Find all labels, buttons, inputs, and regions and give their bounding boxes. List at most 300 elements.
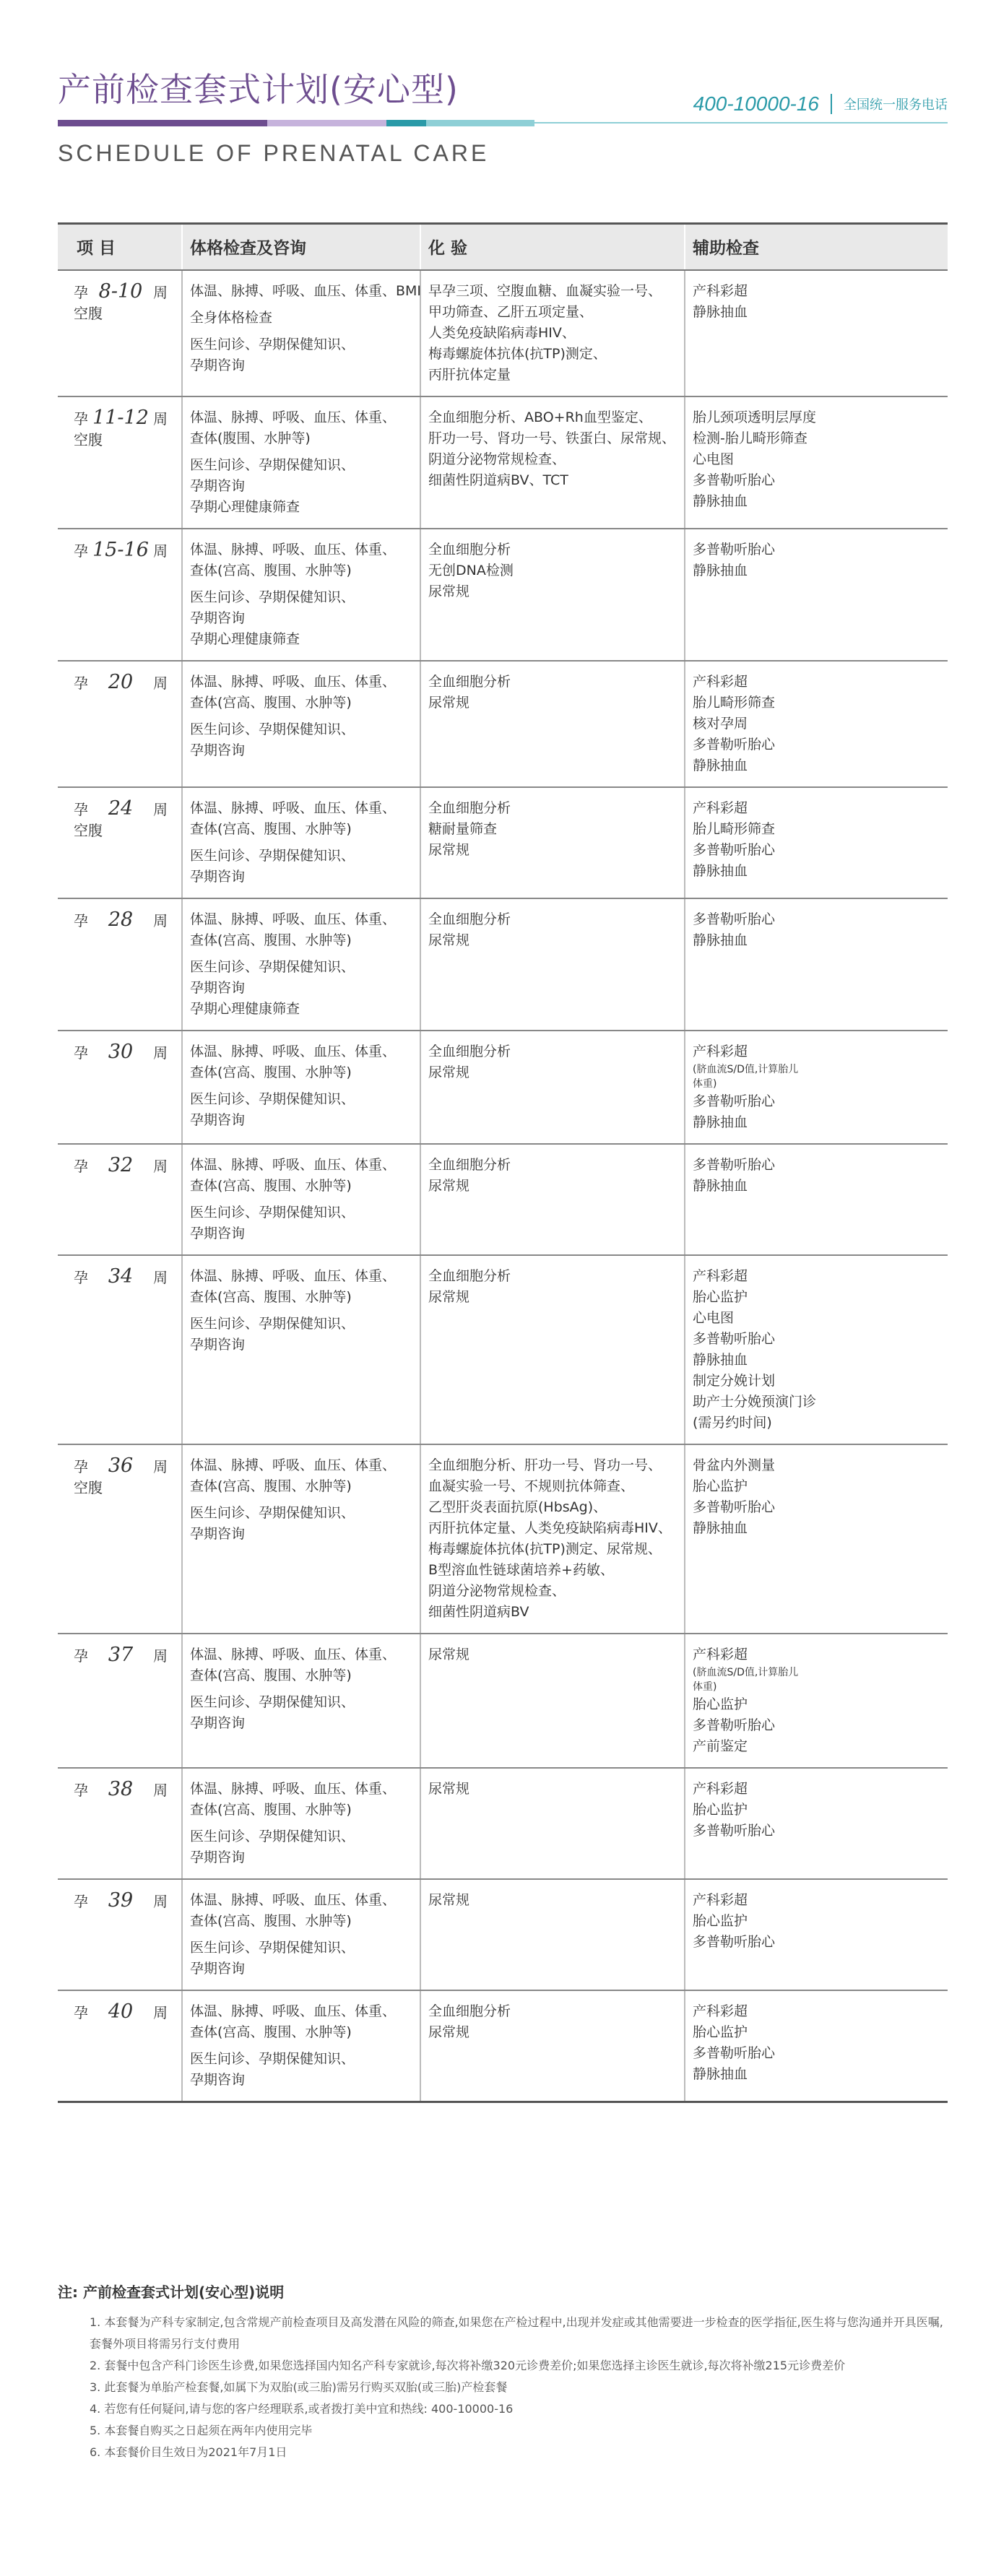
week-number: 11-12	[92, 406, 149, 429]
note-item: 2. 套餐中包含产科门诊医生诊费,如果您选择国内知名产科专家就诊,每次将补缴320元诊费差价;如果您选择主诊医生就诊,每次将补缴215元诊费差价	[90, 2359, 846, 2372]
week-cell	[58, 1144, 182, 1255]
aux-line: 制定分娩计划	[693, 1372, 776, 1389]
physical-line: 孕期咨询	[190, 1111, 246, 1128]
aux-line: 产科彩超	[693, 1780, 748, 1797]
week-label	[74, 1644, 168, 1667]
physical-line: 医生问诊、孕期保健知识、	[190, 2050, 355, 2067]
aux-cell	[685, 270, 948, 396]
week-number: 40	[108, 2000, 134, 2023]
table-row	[58, 787, 948, 898]
week-prefix: 孕	[74, 542, 88, 560]
header	[58, 51, 948, 173]
week-number: 39	[108, 1888, 134, 1912]
spacer	[190, 1686, 412, 1692]
lab-line: 尿常规	[428, 841, 470, 858]
header-lab: 化 验	[420, 224, 685, 270]
aux-note-line: (脐血流S/D值,计算胎儿	[693, 1063, 799, 1075]
lab-cell	[420, 270, 685, 396]
physical-cell	[182, 1768, 420, 1879]
lab-cell	[420, 1144, 685, 1255]
lab-line: 无创DNA检测	[428, 562, 514, 578]
schedule-table-wrap	[58, 222, 948, 2103]
aux-line: 多普勒听胎心	[693, 1717, 776, 1733]
week-suffix: 周	[153, 674, 168, 692]
spacer	[190, 329, 412, 334]
lab-line: 尿常规	[428, 1780, 470, 1797]
week-prefix: 孕	[74, 409, 88, 428]
spacer	[190, 951, 412, 957]
table-body	[58, 270, 948, 2102]
lab-line: 梅毒螺旋体抗体(抗TP)测定、	[428, 345, 607, 362]
week-label	[74, 1890, 168, 1912]
physical-line: 医生问诊、孕期保健知识、	[190, 1939, 355, 1956]
aux-cell	[685, 661, 948, 787]
week-number: 37	[108, 1643, 134, 1666]
week-suffix: 周	[153, 1044, 168, 1062]
week-label	[74, 1779, 168, 1801]
spacer	[190, 1497, 412, 1503]
week-label	[74, 1155, 168, 1177]
aux-line: 产科彩超	[693, 1043, 748, 1059]
physical-line: 体温、脉搏、呼吸、血压、体重、	[190, 1891, 397, 1908]
physical-line: 医生问诊、孕期保健知识、	[190, 1828, 355, 1844]
physical-line: 孕期咨询	[190, 1849, 246, 1865]
week-cell	[58, 661, 182, 787]
lab-line: 早孕三项、空腹血糖、血凝实验一号、	[428, 282, 662, 299]
header-item: 项 目	[58, 224, 182, 270]
aux-line: 多普勒听胎心	[693, 1330, 776, 1347]
table-row	[58, 1990, 948, 2102]
physical-cell	[182, 1444, 420, 1634]
week-suffix: 周	[153, 1157, 168, 1175]
aux-line: 产科彩超	[693, 1891, 748, 1908]
physical-line: 查体(宫高、腹围、水肿等)	[190, 1912, 352, 1929]
table-row	[58, 1031, 948, 1144]
fasting-note: 空腹	[74, 304, 103, 322]
table-row	[58, 1634, 948, 1768]
physical-line: 医生问诊、孕期保健知识、	[190, 336, 355, 352]
week-cell	[58, 1879, 182, 1990]
aux-cell	[685, 1634, 948, 1768]
physical-line: 医生问诊、孕期保健知识、	[190, 721, 355, 737]
lab-cell	[420, 1031, 685, 1144]
physical-cell	[182, 1144, 420, 1255]
physical-line: 体温、脉搏、呼吸、血压、体重、	[190, 673, 397, 690]
week-number: 28	[108, 908, 134, 931]
week-number: 30	[108, 1040, 134, 1063]
aux-line: 静脉抽血	[693, 1114, 748, 1130]
phone-number[interactable]: 400-10000-16	[693, 92, 819, 115]
lab-cell	[420, 1634, 685, 1768]
physical-cell	[182, 1031, 420, 1144]
aux-cell	[685, 1879, 948, 1990]
physical-line: 体温、脉搏、呼吸、血压、体重、	[190, 1267, 397, 1284]
physical-line: 孕期咨询	[190, 1714, 246, 1731]
lab-line: 尿常规	[428, 2024, 470, 2040]
aux-line: 心电图	[693, 451, 735, 467]
table-row	[58, 1879, 948, 1990]
aux-line: 静脉抽血	[693, 862, 748, 879]
week-prefix: 孕	[74, 911, 88, 929]
week-cell	[58, 1031, 182, 1144]
physical-line: 孕期咨询	[190, 1225, 246, 1241]
aux-cell	[685, 1031, 948, 1144]
table-row	[58, 396, 948, 529]
week-cell	[58, 1634, 182, 1768]
lab-line: 甲功筛查、乙肝五项定量、	[428, 303, 594, 320]
physical-line: 医生问诊、孕期保健知识、	[190, 456, 355, 473]
note-item: 5. 本套餐自购买之日起须在两年内使用完毕	[90, 2424, 313, 2437]
physical-line: 体温、脉搏、呼吸、血压、体重、	[190, 2003, 397, 2019]
aux-line: 多普勒听胎心	[693, 472, 776, 488]
physical-line: 体温、脉搏、呼吸、血压、体重、	[190, 1156, 397, 1173]
physical-line: 孕期咨询	[190, 1525, 246, 1542]
table-row	[58, 898, 948, 1031]
lab-line: 细菌性阴道病BV、TCT	[428, 472, 568, 488]
aux-line: 核对孕周	[693, 715, 748, 732]
week-number: 32	[108, 1153, 134, 1176]
lab-line: B型溶血性链球菌培养+药敏、	[428, 1561, 614, 1578]
aux-line: 助产士分娩预演门诊	[693, 1393, 817, 1410]
aux-line: 产科彩超	[693, 799, 748, 816]
aux-note-line: 体重)	[693, 1681, 717, 1693]
lab-line: 全血细胞分析	[428, 1267, 511, 1284]
week-cell	[58, 529, 182, 661]
physical-line: 查体(宫高、腹围、水肿等)	[190, 1801, 352, 1818]
lab-cell	[420, 661, 685, 787]
aux-line: 多普勒听胎心	[693, 1822, 776, 1839]
lab-line: 全血细胞分析	[428, 911, 511, 927]
lab-line: 尿常规	[428, 1891, 470, 1908]
note-item: 6. 本套餐价目生效日为2021年7月1日	[90, 2445, 287, 2459]
table-row	[58, 1144, 948, 1255]
physical-line: 医生问诊、孕期保健知识、	[190, 1694, 355, 1710]
lab-line: 尿常规	[428, 583, 470, 599]
week-number: 34	[108, 1265, 134, 1288]
week-suffix: 周	[153, 1781, 168, 1799]
table-row	[58, 1768, 948, 1879]
week-prefix: 孕	[74, 800, 88, 818]
week-label	[74, 798, 168, 820]
physical-line: 体温、脉搏、呼吸、血压、体重、	[190, 1780, 397, 1797]
lab-line: 细菌性阴道病BV	[428, 1603, 529, 1620]
lab-line: 乙型肝炎表面抗原(HbsAg)、	[428, 1499, 607, 1515]
week-prefix: 孕	[74, 283, 88, 301]
week-label	[74, 909, 168, 932]
aux-note-line: (脐血流S/D值,计算胎儿	[693, 1666, 799, 1678]
week-cell	[58, 1990, 182, 2102]
lab-line: 尿常规	[428, 1064, 470, 1080]
physical-line: 医生问诊、孕期保健知识、	[190, 958, 355, 975]
aux-line: 骨盆内外测量	[693, 1457, 776, 1473]
physical-line: 孕期咨询	[190, 979, 246, 996]
schedule-table	[58, 222, 948, 2103]
fasting-note: 空腹	[74, 430, 103, 448]
week-cell	[58, 270, 182, 396]
week-label	[74, 2001, 168, 2024]
aux-line: 静脉抽血	[693, 1351, 748, 1368]
phone-divider	[831, 94, 832, 114]
aux-note-line: 体重)	[693, 1077, 717, 1090]
physical-line: 体温、脉搏、呼吸、血压、体重、	[190, 541, 397, 558]
spacer	[190, 1932, 412, 1938]
accent-bar-purple	[58, 120, 267, 126]
physical-line: 查体(宫高、腹围、水肿等)	[190, 694, 352, 711]
aux-line: 静脉抽血	[693, 303, 748, 320]
lab-cell	[420, 396, 685, 529]
lab-line: 人类免疫缺陷病毒HIV、	[428, 324, 576, 341]
aux-line: 胎心监护	[693, 1912, 748, 1929]
physical-line: 体温、脉搏、呼吸、血压、体重、	[190, 911, 397, 927]
aux-line: 静脉抽血	[693, 1519, 748, 1536]
fasting-note: 空腹	[74, 1478, 103, 1496]
week-label	[74, 281, 168, 303]
physical-line: 体温、脉搏、呼吸、血压、体重、	[190, 1043, 397, 1059]
physical-line: 孕期咨询	[190, 868, 246, 885]
week-label	[74, 407, 168, 430]
aux-line: (需另约时间)	[693, 1414, 772, 1431]
lab-line: 全血细胞分析、肝功一号、肾功一号、	[428, 1457, 662, 1473]
week-suffix: 周	[153, 1457, 168, 1475]
service-phone	[693, 92, 948, 116]
aux-cell	[685, 529, 948, 661]
physical-line: 查体(宫高、腹围、水肿等)	[190, 2024, 352, 2040]
week-cell	[58, 1768, 182, 1879]
physical-line: 医生问诊、孕期保健知识、	[190, 1090, 355, 1107]
week-number: 36	[108, 1454, 134, 1477]
physical-cell	[182, 1990, 420, 2102]
week-label	[74, 1455, 168, 1478]
spacer	[190, 1197, 412, 1202]
week-prefix: 孕	[74, 674, 88, 692]
table-row	[58, 529, 948, 661]
lab-line: 全血细胞分析	[428, 2003, 511, 2019]
physical-cell	[182, 270, 420, 396]
physical-line: 查体(宫高、腹围、水肿等)	[190, 1667, 352, 1683]
aux-line: 多普勒听胎心	[693, 2044, 776, 2061]
lab-cell	[420, 898, 685, 1031]
aux-line: 胎心监护	[693, 1478, 748, 1494]
lab-line: 尿常规	[428, 932, 470, 948]
aux-cell	[685, 898, 948, 1031]
lab-line: 全血细胞分析	[428, 799, 511, 816]
week-cell	[58, 787, 182, 898]
aux-line: 产科彩超	[693, 1267, 748, 1284]
aux-line: 静脉抽血	[693, 757, 748, 773]
spacer	[190, 840, 412, 846]
lab-cell	[420, 529, 685, 661]
lab-line: 丙肝抗体定量	[428, 366, 511, 383]
lab-cell	[420, 1768, 685, 1879]
week-suffix: 周	[153, 911, 168, 929]
week-prefix: 孕	[74, 1157, 88, 1175]
lab-line: 梅毒螺旋体抗体(抗TP)测定、尿常规、	[428, 1540, 662, 1557]
physical-cell	[182, 529, 420, 661]
lab-cell	[420, 1879, 685, 1990]
lab-line: 全血细胞分析	[428, 673, 511, 690]
physical-line: 体温、脉搏、呼吸、血压、体重、	[190, 799, 397, 816]
physical-line: 查体(腹围、水肿等)	[190, 430, 311, 446]
physical-line: 孕期咨询	[190, 742, 246, 758]
aux-line: 多普勒听胎心	[693, 1933, 776, 1950]
lab-line: 肝功一号、肾功一号、铁蛋白、尿常规、	[428, 430, 676, 446]
aux-cell	[685, 787, 948, 898]
physical-line: 查体(宫高、腹围、水肿等)	[190, 1478, 352, 1494]
physical-line: 孕期咨询	[190, 1336, 246, 1353]
physical-line: 体温、脉搏、呼吸、血压、体重、BMI	[190, 282, 422, 299]
lab-cell	[420, 1990, 685, 2102]
physical-line: 孕期咨询	[190, 610, 246, 626]
week-number: 15-16	[92, 538, 149, 561]
physical-cell	[182, 1634, 420, 1768]
aux-line: 静脉抽血	[693, 932, 748, 948]
week-suffix: 周	[153, 283, 168, 301]
aux-line: 多普勒听胎心	[693, 1499, 776, 1515]
week-prefix: 孕	[74, 1457, 88, 1475]
aux-line: 心电图	[693, 1309, 735, 1326]
notes-title: 注: 产前检查套式计划(安心型)说明	[58, 2284, 285, 2301]
week-suffix: 周	[153, 1892, 168, 1910]
page-title: 产前检查套式计划(安心型)	[58, 70, 459, 109]
physical-line: 孕期咨询	[190, 357, 246, 373]
physical-line: 查体(宫高、腹围、水肿等)	[190, 562, 352, 578]
physical-line: 体温、脉搏、呼吸、血压、体重、	[190, 409, 397, 425]
physical-line: 查体(宫高、腹围、水肿等)	[190, 1288, 352, 1305]
lab-line: 血凝实验一号、不规则抗体筛查、	[428, 1478, 635, 1494]
week-label	[74, 1266, 168, 1288]
table-row	[58, 1255, 948, 1444]
week-prefix: 孕	[74, 1781, 88, 1799]
notes-list	[58, 2312, 948, 2463]
physical-line: 孕期心理健康筛查	[190, 498, 300, 515]
header-physical: 体格检查及咨询	[182, 224, 420, 270]
physical-line: 孕期心理健康筛查	[190, 1000, 300, 1017]
week-number: 38	[108, 1777, 134, 1800]
aux-line: 静脉抽血	[693, 1177, 748, 1194]
physical-line: 查体(宫高、腹围、水肿等)	[190, 1064, 352, 1080]
week-suffix: 周	[153, 1268, 168, 1286]
physical-cell	[182, 1255, 420, 1444]
lab-cell	[420, 1255, 685, 1444]
physical-cell	[182, 898, 420, 1031]
lab-line: 尿常规	[428, 1646, 470, 1662]
aux-line: 静脉抽血	[693, 2065, 748, 2082]
week-cell	[58, 1255, 182, 1444]
lab-line: 全血细胞分析	[428, 1043, 511, 1059]
spacer	[190, 1308, 412, 1314]
aux-line: 产科彩超	[693, 673, 748, 690]
aux-line: 多普勒听胎心	[693, 841, 776, 858]
week-label	[74, 672, 168, 694]
aux-line: 胎儿畸形筛查	[693, 820, 776, 837]
aux-line: 胎儿颈项透明层厚度	[693, 409, 817, 425]
physical-line: 孕期咨询	[190, 2071, 246, 2088]
spacer	[190, 714, 412, 719]
aux-cell	[685, 1144, 948, 1255]
aux-line: 多普勒听胎心	[693, 1156, 776, 1173]
spacer	[190, 581, 412, 587]
week-suffix: 周	[153, 2003, 168, 2021]
aux-cell	[685, 1768, 948, 1879]
week-label	[74, 539, 168, 562]
lab-line: 丙肝抗体定量、人类免疫缺陷病毒HIV、	[428, 1519, 672, 1536]
lab-line: 全血细胞分析、ABO+Rh血型鉴定、	[428, 409, 652, 425]
physical-line: 医生问诊、孕期保健知识、	[190, 1204, 355, 1220]
lab-cell	[420, 787, 685, 898]
table-header-row	[58, 224, 948, 270]
week-label	[74, 1041, 168, 1064]
page-subtitle: SCHEDULE OF PRENATAL CARE	[58, 140, 490, 166]
week-suffix: 周	[153, 409, 168, 428]
physical-line: 查体(宫高、腹围、水肿等)	[190, 820, 352, 837]
aux-line: 静脉抽血	[693, 493, 748, 509]
header-aux: 辅助检查	[685, 224, 948, 270]
spacer	[190, 1821, 412, 1826]
aux-cell	[685, 1990, 948, 2102]
aux-line: 静脉抽血	[693, 562, 748, 578]
physical-line: 医生问诊、孕期保健知识、	[190, 847, 355, 864]
lab-line: 尿常规	[428, 1288, 470, 1305]
week-suffix: 周	[153, 800, 168, 818]
aux-line: 产科彩超	[693, 1646, 748, 1662]
table-row	[58, 270, 948, 396]
aux-line: 胎儿畸形筛查	[693, 694, 776, 711]
physical-cell	[182, 661, 420, 787]
aux-line: 多普勒听胎心	[693, 911, 776, 927]
spacer	[190, 302, 412, 308]
notes-section	[58, 2281, 948, 2463]
week-number: 8-10	[98, 279, 143, 303]
aux-cell	[685, 396, 948, 529]
lab-line: 阴道分泌物常规检查、	[428, 1582, 566, 1599]
accent-bar-teal	[386, 120, 426, 126]
physical-line: 孕期心理健康筛查	[190, 630, 300, 647]
aux-cell	[685, 1255, 948, 1444]
accent-bar-lavender	[267, 120, 386, 126]
week-prefix: 孕	[74, 1892, 88, 1910]
physical-line: 查体(宫高、腹围、水肿等)	[190, 1177, 352, 1194]
aux-line: 胎心监护	[693, 2024, 748, 2040]
aux-line: 产前鉴定	[693, 1738, 748, 1754]
table-row	[58, 661, 948, 787]
note-item: 4. 若您有任何疑问,请与您的客户经理联系,或者拨打美中宜和热线: 400-10000-16	[90, 2402, 514, 2416]
week-cell	[58, 396, 182, 529]
week-suffix: 周	[153, 1647, 168, 1665]
note-item: 1. 本套餐为产科专家制定,包含常规产前检查项目及高发潜在风险的筛查,如果您在产检过程中,出现并发症或其他需要进一步检查的医学指征,医生将与您沟通并开具医嘱,套餐外项目将需另行支付费用	[90, 2315, 943, 2351]
physical-line: 医生问诊、孕期保健知识、	[190, 1504, 355, 1521]
aux-line: 胎心监护	[693, 1696, 748, 1712]
spacer	[190, 1083, 412, 1089]
spacer	[190, 449, 412, 455]
physical-line: 孕期咨询	[190, 1960, 246, 1977]
aux-line: 胎心监护	[693, 1801, 748, 1818]
physical-line: 医生问诊、孕期保健知识、	[190, 1315, 355, 1332]
week-prefix: 孕	[74, 2003, 88, 2021]
week-prefix: 孕	[74, 1044, 88, 1062]
lab-line: 糖耐量筛查	[428, 820, 498, 837]
physical-line: 查体(宫高、腹围、水肿等)	[190, 932, 352, 948]
table-row	[58, 1444, 948, 1634]
phone-note: 全国统一服务电话	[844, 97, 948, 113]
physical-line: 全身体格检查	[190, 309, 273, 326]
aux-line: 胎心监护	[693, 1288, 748, 1305]
spacer	[190, 2043, 412, 2049]
aux-line: 多普勒听胎心	[693, 541, 776, 558]
aux-cell	[685, 1444, 948, 1634]
lab-line: 全血细胞分析	[428, 1156, 511, 1173]
aux-line: 检测-胎儿畸形筛查	[693, 430, 807, 446]
week-prefix: 孕	[74, 1647, 88, 1665]
